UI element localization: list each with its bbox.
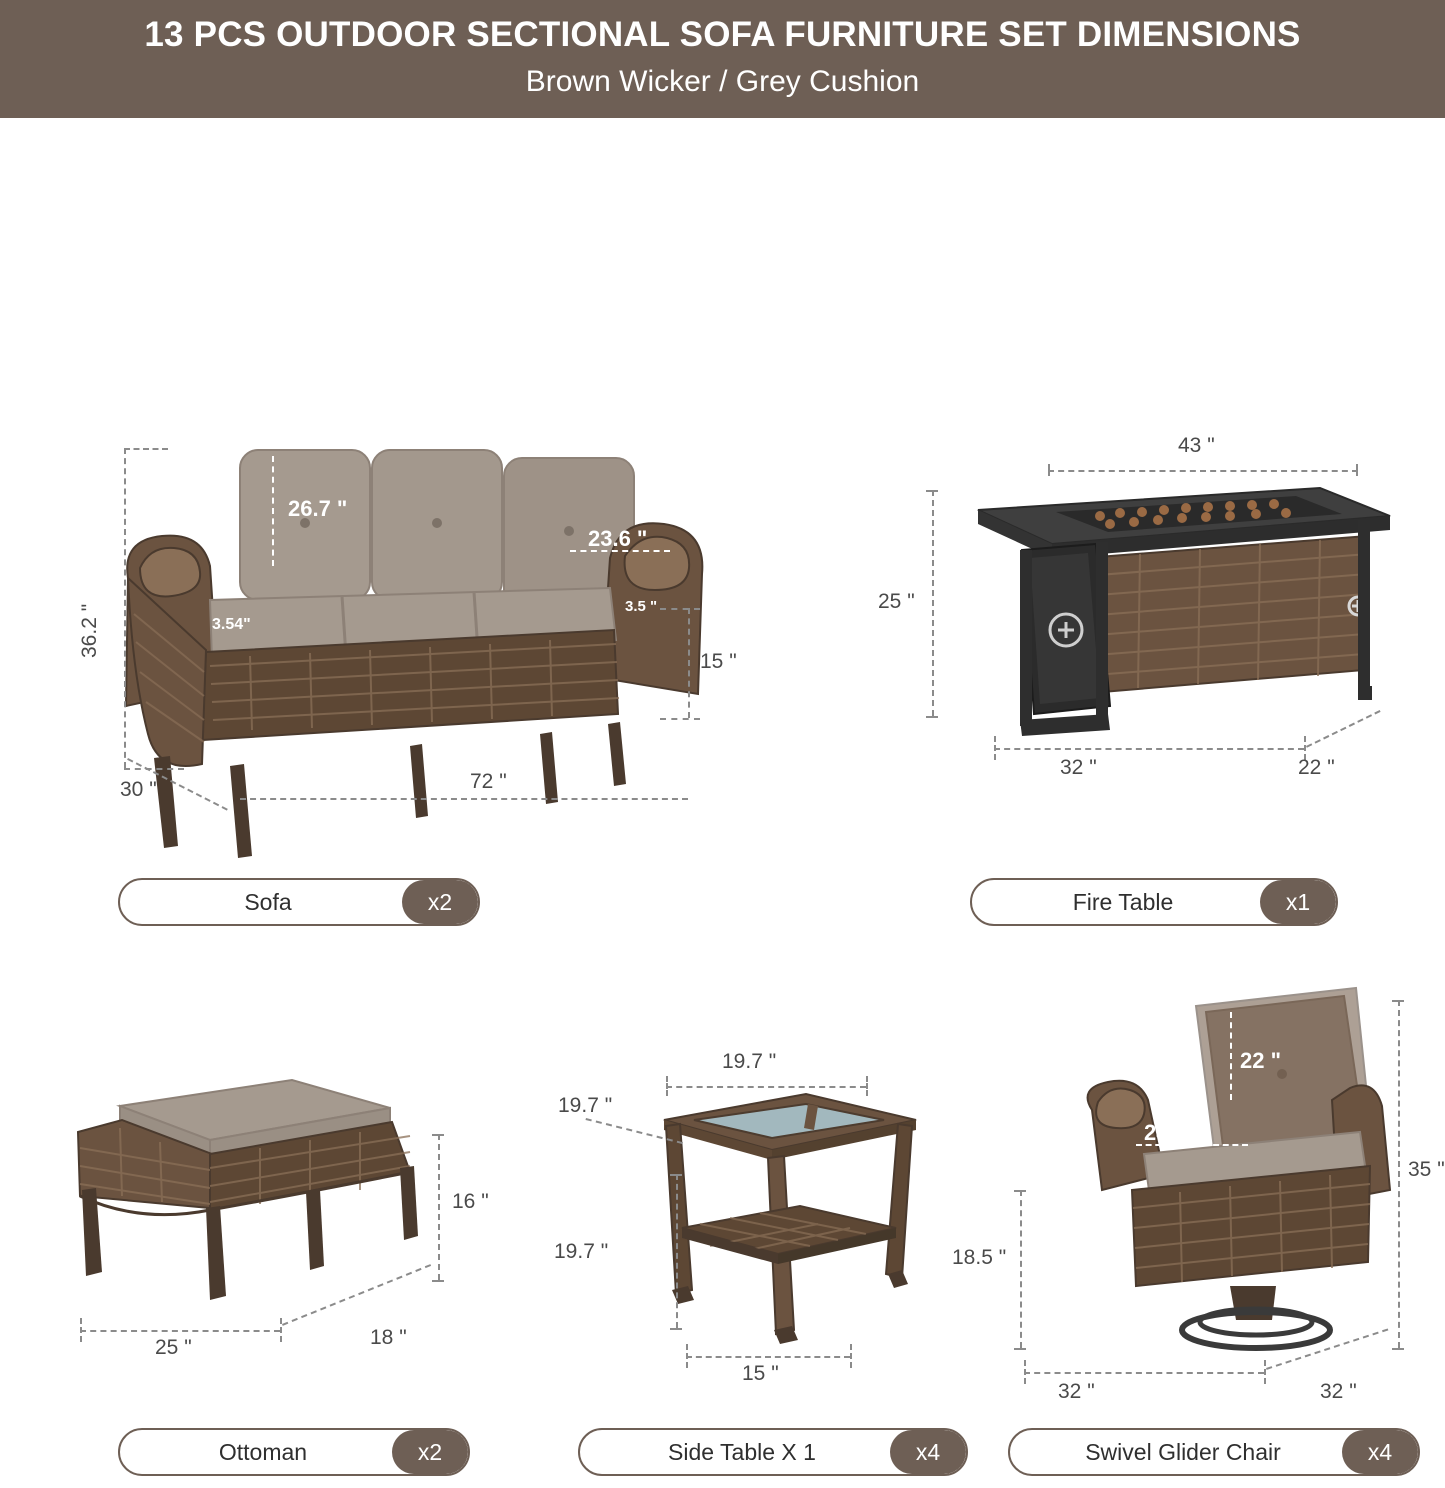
chair-dim-width: 32 " [1058, 1380, 1095, 1403]
firetable-height-tick-top [926, 490, 938, 492]
sofa-height-top-tick [124, 448, 168, 450]
sidetable-height-tick-bottom [670, 1328, 682, 1330]
page-header [0, 0, 1445, 118]
page-subtitle: Brown Wicker / Grey Cushion [525, 65, 920, 98]
chair-back-cushion-guide [1230, 1012, 1232, 1100]
firetable-label: Fire Table [1072, 888, 1174, 915]
sidetable-dim-top-depth: 19.7 " [558, 1094, 613, 1117]
sidetable-dim-base-width: 15 " [742, 1362, 779, 1385]
chair-width-tick-left [1024, 1360, 1026, 1384]
page-title: 13 PCS OUTDOOR SECTIONAL SOFA FURNITURE SET DIMENSIONS [144, 15, 1301, 54]
sofa-seat-height-bottom-tick [660, 718, 700, 720]
sofa-seat-height-guide [688, 608, 690, 718]
sidetable-height-guide [676, 1174, 678, 1328]
sofa-dim-width: 72 " [470, 770, 507, 793]
sidetable-top-width-tick-right [866, 1076, 868, 1096]
sofa-height-bottom-tick [124, 768, 184, 770]
ottoman-dim-width: 25 " [155, 1336, 192, 1359]
chair-seat-height-guide [1020, 1190, 1022, 1348]
item-swivel-chair [952, 968, 1445, 1488]
firetable-height-tick-bottom [926, 716, 938, 718]
sofa-dim-arm-depth: 23.6 " [588, 526, 648, 551]
firetable-qty: x1 [1260, 880, 1336, 924]
sidetable-qty: x4 [890, 1430, 966, 1474]
ottoman-dim-depth: 18 " [370, 1326, 407, 1349]
firetable-label-pill[interactable] [970, 878, 1338, 926]
sidetable-height-tick-top [670, 1174, 682, 1176]
sofa-dim-seat-height: 15 " [700, 650, 737, 673]
sofa-backcushion-guide [272, 456, 274, 566]
chair-height-guide [1398, 1000, 1400, 1348]
ottoman-label-pill[interactable] [118, 1428, 470, 1476]
sidetable-base-tick-left [686, 1344, 688, 1368]
sofa-label: Sofa [244, 888, 292, 915]
sidetable-top-width-tick-left [666, 1076, 668, 1096]
ottoman-width-guide [80, 1330, 280, 1332]
sofa-dim-height: 36.2 " [78, 603, 101, 658]
chair-dim-back-cushion: 22 " [1240, 1048, 1282, 1073]
chair-width-tick-right [1264, 1360, 1266, 1384]
ottoman-height-tick-top [432, 1134, 444, 1136]
chair-dim-height: 35 " [1408, 1158, 1445, 1181]
ottoman-height-tick-bottom [432, 1280, 444, 1282]
sidetable-label: Side Table X 1 [668, 1438, 816, 1465]
firetable-top-width-guide [1048, 470, 1358, 472]
item-fire-table [760, 258, 1445, 958]
firetable-base-width-guide [994, 748, 1304, 750]
firetable-width-tick-right [1356, 464, 1358, 476]
chair-dim-depth: 32 " [1320, 1380, 1357, 1403]
sidetable-dim-top-width: 19.7 " [722, 1050, 777, 1073]
item-ottoman [0, 968, 500, 1488]
sofa-height-guide [124, 448, 126, 768]
item-side-table [500, 968, 980, 1488]
sofa-dim-depth: 30 " [120, 778, 157, 801]
sofa-seat-height-top-tick [660, 608, 700, 610]
sidetable-top-width-guide [666, 1086, 866, 1088]
sofa-width-guide [240, 798, 688, 800]
ottoman-qty: x2 [392, 1430, 468, 1474]
ottoman-dim-height: 16 " [452, 1190, 489, 1213]
ottoman-width-tick-right [280, 1318, 282, 1342]
ottoman-width-tick-left [80, 1318, 82, 1342]
sofa-qty: x2 [402, 880, 478, 924]
sofa-dim-cushion-thickness: 3.5 " [625, 598, 658, 615]
sidetable-dim-height: 19.7 " [554, 1240, 609, 1263]
chair-seat-height-tick-top [1014, 1190, 1026, 1192]
sofa-dim-arm-width: 3.54" [212, 616, 251, 633]
sidetable-base-tick-right [850, 1344, 852, 1368]
firetable-dim-base-width: 32 " [1060, 756, 1097, 779]
firetable-dim-top-width: 43 " [1178, 434, 1215, 457]
side-table-illustration [640, 1068, 940, 1358]
sofa-dim-back-cushion: 26.7 " [288, 496, 348, 521]
sofa-illustration [110, 428, 710, 948]
item-sofa [0, 258, 760, 958]
chair-width-guide [1024, 1372, 1264, 1374]
firetable-dim-height: 25 " [878, 590, 915, 613]
chair-dim-seat-height: 18.5 " [952, 1246, 1007, 1269]
chair-qty: x4 [1342, 1430, 1418, 1474]
chair-height-tick-bottom [1392, 1348, 1404, 1350]
ottoman-height-guide [438, 1134, 440, 1280]
chair-seat-height-tick-bottom [1014, 1348, 1026, 1350]
ottoman-label: Ottoman [218, 1438, 308, 1465]
firetable-height-guide [932, 490, 934, 716]
chair-height-tick-top [1392, 1000, 1404, 1002]
sofa-label-pill[interactable] [118, 878, 480, 926]
chair-dim-seat-width: 24 " [1144, 1120, 1186, 1145]
sidetable-label-pill[interactable] [578, 1428, 968, 1476]
firetable-width-tick-left [1048, 464, 1050, 476]
firetable-base-tick-left [994, 736, 996, 760]
sidetable-base-width-guide [686, 1356, 850, 1358]
swivel-chair-illustration [1020, 978, 1420, 1378]
chair-label: Swivel Glider Chair [1085, 1438, 1281, 1465]
chair-label-pill[interactable] [1008, 1428, 1420, 1476]
firetable-dim-depth: 22 " [1298, 756, 1335, 779]
ottoman-illustration [60, 1048, 450, 1348]
